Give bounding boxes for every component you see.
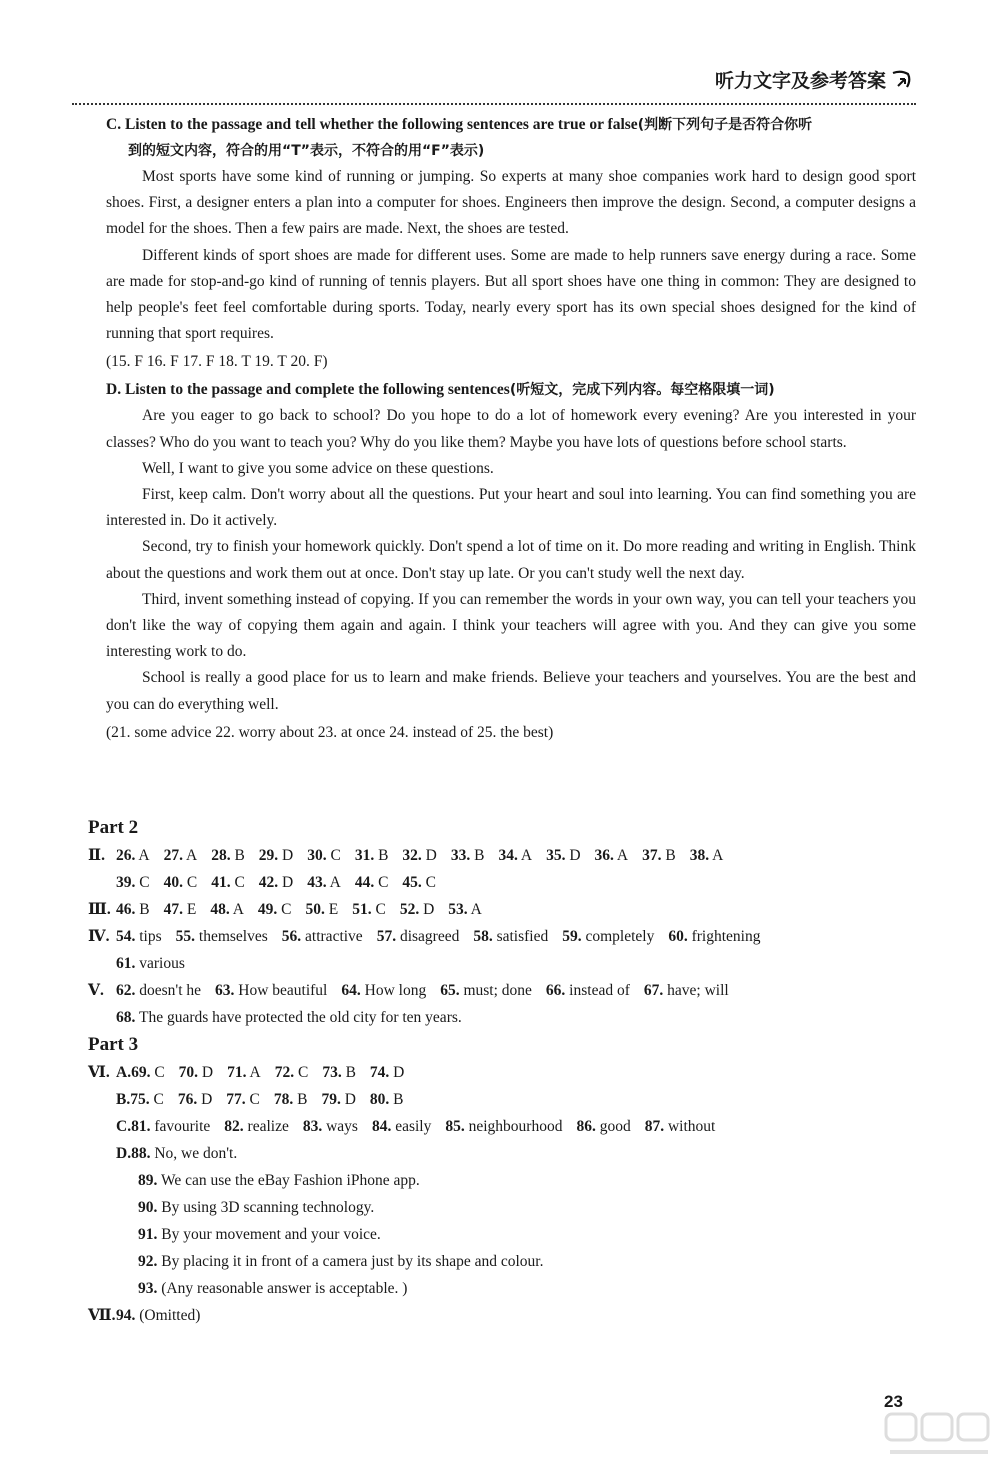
- answer-line: [88, 869, 918, 896]
- answer-item: 45. C: [402, 874, 437, 891]
- answer-item: 73. B: [322, 1064, 356, 1081]
- answer-item: 71. A: [227, 1064, 261, 1081]
- section-d-paragraph: Second, try to finish your homework quickly. Don't spend a lot of time on it. Do more reading and writing in English. Think about the questions and work them out at once. Don't stay up late. Or you can't study well the next day.: [106, 538, 916, 582]
- roman-numeral: Ⅶ.: [88, 1307, 116, 1324]
- answer-item: 85. neighbourhood: [445, 1118, 563, 1135]
- answer-item: 75. C: [130, 1091, 164, 1108]
- answer-item: 26. A: [116, 847, 150, 864]
- answer-item: 90. By using 3D scanning technology.: [138, 1199, 375, 1216]
- answer-item: 77. C: [226, 1091, 260, 1108]
- listening-content: [106, 112, 916, 748]
- answer-line: [88, 896, 918, 923]
- answer-item: 92. By placing it in front of a camera just by its shape and colour.: [138, 1253, 544, 1270]
- answer-item: 93. (Any reasonable answer is acceptable. ): [138, 1280, 408, 1297]
- roman-numeral: Ⅳ.: [88, 928, 110, 945]
- answer-item: 91. By your movement and your voice.: [138, 1226, 381, 1243]
- answer-item: 43. A: [307, 874, 341, 891]
- answer-item: 78. B: [273, 1091, 308, 1108]
- answer-line: [88, 923, 918, 950]
- answer-item: 81. favourite: [131, 1118, 211, 1135]
- roman-numeral: Ⅴ.: [88, 982, 104, 999]
- arrow-box-icon: [890, 70, 912, 90]
- answer-item: 40. C: [163, 874, 198, 891]
- answer-item: 67. have; will: [643, 982, 729, 999]
- section-d-heading-en: D. Listen to the passage and complete the following sentences: [106, 381, 510, 399]
- answer-item: 80. B: [369, 1091, 404, 1108]
- section-d-paragraph: First, keep calm. Don't worry about all the questions. Put your heart and soul into learning. You can find something you are interested in. Do it actively.: [106, 486, 916, 530]
- answer-item: 53. A: [448, 901, 482, 918]
- section-c-paragraph: Most sports have some kind of running or jumping. So experts at many shoe companies work hard to design good sport shoes. First, a designer enters a plan into a computer for shoes. Engineers then improve the design. Second, a computer designs a model for the shoes. Then a few pairs are made. Next, the shoes are tested.: [106, 168, 916, 238]
- answer-item: 44. C: [354, 874, 389, 891]
- answer-item: 76. D: [177, 1091, 213, 1108]
- section-c-paragraph: Different kinds of sport shoes are made for different uses. Some are made to help runners save energy during a race. Some are made for stop-and-go kind of running of tennis players. But all sport shoes have one thing in common: They are designed to help people's feet feel comfortable during sports. Today, nearly every sport has its own special shoes designed for the kind of running that sport requires.: [106, 246, 916, 343]
- answer-line: [88, 1221, 918, 1248]
- answer-item: 52. D: [399, 901, 435, 918]
- answer-item: 28. B: [211, 847, 245, 864]
- answer-line: [88, 1113, 918, 1140]
- answer-item: 27. A: [163, 847, 198, 864]
- answer-item: 61. various: [116, 955, 185, 972]
- section-c-heading: [106, 112, 916, 164]
- answer-item: 79. D: [321, 1091, 356, 1108]
- answer-item: 31. B: [354, 847, 389, 864]
- answer-line: [88, 842, 918, 869]
- answer-item: 84. easily: [371, 1118, 432, 1135]
- answer-item: 33. B: [450, 847, 485, 864]
- answer-item: 70. D: [178, 1064, 214, 1081]
- answer-line: [88, 1194, 918, 1221]
- section-d-paragraph: Are you eager to go back to school? Do you hope to do a lot of homework every evening? Are you interested in your classes? Who do you want to teach you? Why do you like them? Maybe you have lots of questions before school starts.: [106, 407, 916, 451]
- answer-item: 30. C: [307, 847, 341, 864]
- answer-line: [88, 1140, 918, 1167]
- answer-item: 47. E: [163, 901, 197, 918]
- answer-item: 87. without: [644, 1118, 716, 1135]
- answer-line: [88, 1086, 918, 1113]
- answer-item: 58. satisfied: [473, 928, 549, 945]
- header-title: 听力文字及参考答案: [714, 70, 886, 92]
- part-3-title: Part 3: [88, 1034, 139, 1055]
- answer-item: 83. ways: [302, 1118, 358, 1135]
- answer-item: 54. tips: [116, 928, 162, 945]
- answer-item: 89. We can use the eBay Fashion iPhone app.: [138, 1172, 420, 1189]
- answer-item: 35. D: [546, 847, 581, 864]
- sub-label: D.: [116, 1145, 132, 1162]
- answer-line: [88, 1248, 918, 1275]
- answer-item: 82. realize: [224, 1118, 289, 1135]
- answer-line: [88, 977, 918, 1004]
- section-d-heading-cn: (听短文，完成下列内容。每空格限填一词): [509, 382, 775, 399]
- answer-line: [88, 1167, 918, 1194]
- section-c-answers: (15. F 16. F 17. F 18. T 19. T 20. F): [106, 353, 328, 371]
- watermark-logo-icon: [884, 1410, 994, 1460]
- answer-item: 37. B: [642, 847, 676, 864]
- answer-item: 74. D: [369, 1064, 405, 1081]
- answer-item: 34. A: [498, 847, 533, 864]
- answer-line: [88, 1059, 918, 1086]
- answer-item: 49. C: [257, 901, 292, 918]
- answer-item: 64. How long: [341, 982, 427, 999]
- section-d-paragraph: Third, invent something instead of copying. If you can remember the words in your own way, you can tell your teachers you don't like the way of copying them again and again. I think your teachers will agree with you. And they can give you some interesting work to do.: [106, 590, 916, 661]
- section-d-answers: (21. some advice 22. worry about 23. at once 24. instead of 25. the best): [106, 723, 554, 741]
- page-number: 23: [884, 1392, 903, 1411]
- answer-item: 94. (Omitted): [116, 1307, 201, 1324]
- answer-item: 36. A: [594, 847, 629, 864]
- answer-item: 39. C: [116, 874, 150, 891]
- roman-numeral: Ⅵ.: [88, 1064, 110, 1081]
- answer-item: 60. frightening: [668, 928, 761, 945]
- answer-line: [88, 1004, 918, 1031]
- section-d-paragraph: School is really a good place for us to learn and make friends. Believe your teachers and yourselves. You are the best and you can do everything well.: [106, 669, 916, 713]
- sub-label: C.: [116, 1118, 132, 1135]
- answer-item: 69. C: [131, 1064, 165, 1081]
- header-divider: [72, 103, 916, 105]
- sub-label: B.: [116, 1091, 131, 1108]
- section-c-heading-en: C. Listen to the passage and tell whether the following sentences are true or false: [106, 116, 638, 133]
- answer-line: [88, 950, 918, 977]
- section-d-paragraph: Well, I want to give you some advice on these questions.: [142, 459, 494, 477]
- answer-key: [88, 814, 918, 1329]
- answer-item: 55. themselves: [175, 928, 268, 945]
- part-2-title: Part 2: [88, 817, 139, 838]
- answer-item: 48. A: [210, 901, 244, 918]
- answer-item: 72. C: [274, 1064, 309, 1081]
- answer-item: 86. good: [576, 1118, 631, 1135]
- sub-label: A.: [116, 1064, 132, 1081]
- answer-item: 29. D: [258, 847, 294, 864]
- answer-item: 59. completely: [562, 928, 655, 945]
- answer-item: 62. doesn't he: [116, 982, 202, 999]
- section-c-heading-cn2: 到的短文内容，符合的用“T”表示，不符合的用“F”表示): [128, 143, 485, 159]
- answer-item: 42. D: [258, 874, 294, 891]
- answer-item: 56. attractive: [281, 928, 363, 945]
- answer-item: 63. How beautiful: [215, 982, 328, 999]
- answer-item: 41. C: [211, 874, 245, 891]
- answer-item: 88. No, we don't.: [131, 1145, 238, 1162]
- answer-item: 66. instead of: [545, 982, 630, 999]
- answer-item: 51. C: [352, 901, 386, 918]
- answer-item: 32. D: [402, 847, 437, 864]
- answer-item: 50. E: [305, 901, 339, 918]
- answer-item: 65. must; done: [440, 982, 532, 999]
- section-c-heading-cn1: (判断下列句子是否符合你听: [637, 117, 813, 133]
- page-header: [715, 66, 912, 93]
- section-d-heading: [106, 377, 916, 403]
- answer-line: [88, 1302, 918, 1329]
- answer-item: 38. A: [689, 847, 724, 864]
- answer-item: 46. B: [116, 901, 150, 918]
- roman-numeral: Ⅲ.: [88, 901, 111, 918]
- answer-item: 57. disagreed: [376, 928, 460, 945]
- answer-line: [88, 1275, 918, 1302]
- roman-numeral: Ⅱ.: [88, 847, 105, 864]
- answer-item: 68. The guards have protected the old city for ten years.: [116, 1009, 462, 1026]
